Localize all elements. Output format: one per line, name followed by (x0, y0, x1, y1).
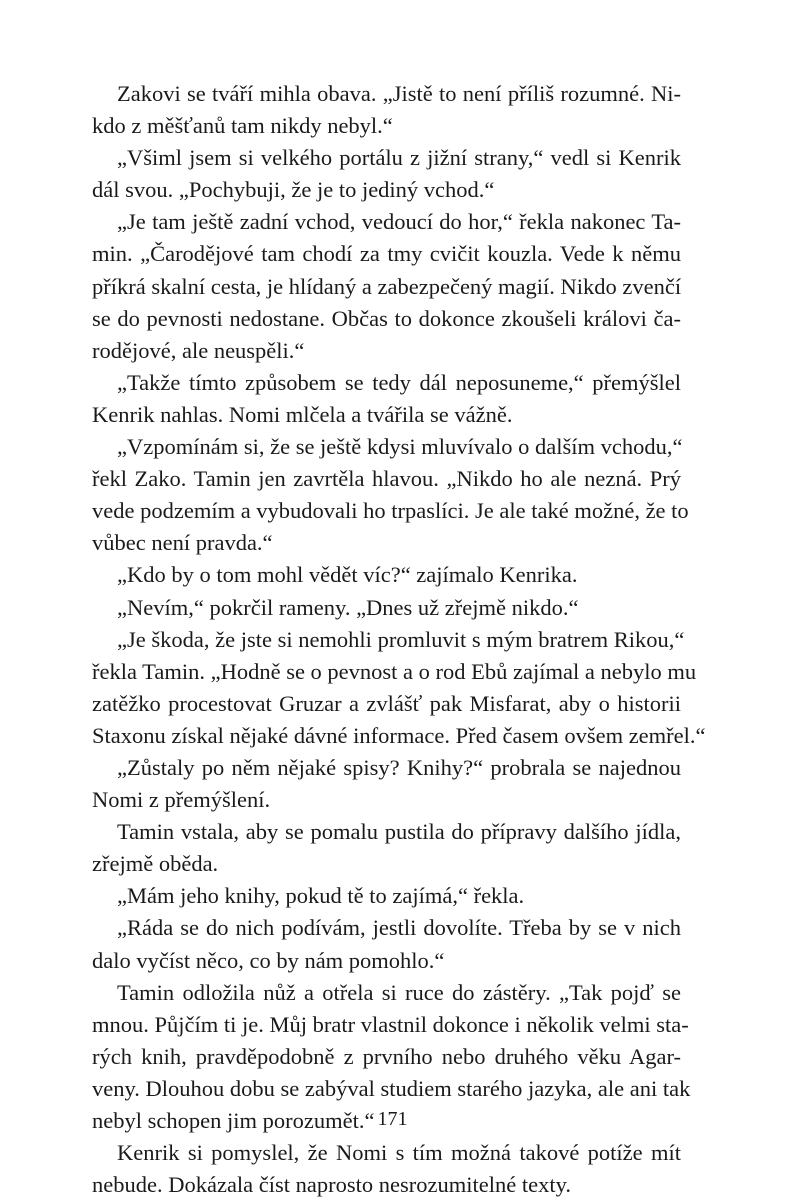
text-line: vůbec není pravda.“ (92, 530, 273, 556)
text-line: Staxonu získal nějaké dávné informace. Před časem ovšem zemřel.“ (92, 722, 706, 748)
paragraph (92, 431, 689, 559)
text-line: min. „Čarodějové tam chodí za tmy cvičit kouzla. Vede k němu (92, 241, 681, 267)
text-line: Tamin odložila nůž a otřela si ruce do zástěry. „Tak pojď se (117, 979, 681, 1005)
paragraph (92, 142, 681, 206)
paragraph (92, 752, 681, 816)
text-line: Kenrik si pomyslel, že Nomi s tím možná takové potíže mít (117, 1140, 681, 1166)
paragraph (92, 624, 706, 752)
text-line: zatěžko procestovat Gruzar a zvlášť pak Misfarat, aby o historii (92, 690, 681, 716)
text-line: řekl Zako. Tamin jen zavrtěla hlavou. „Nikdo ho ale nezná. Prý (92, 466, 681, 492)
paragraph (92, 367, 681, 431)
text-line: dál svou. „Pochybuji, že je to jediný vchod.“ (92, 177, 495, 203)
text-line: „Zůstaly po něm nějaké spisy? Knihy?“ probrala se najednou (117, 754, 681, 780)
text-line: nebude. Dokázala číst naprosto nesrozumitelné texty. (92, 1172, 572, 1198)
paragraph (117, 592, 681, 624)
text-line: řekla Tamin. „Hodně se o pevnost a o rod Ebů zajímal a nebylo mu (92, 658, 697, 684)
text-line: příkrá skalní cesta, je hlídaný a zabezpečený magií. Nikdo zvenčí (92, 273, 682, 299)
paragraph (92, 78, 681, 142)
paragraph (92, 206, 682, 366)
text-line: se do pevnosti nedostane. Občas to dokonce zkoušeli královi ča- (92, 305, 681, 331)
text-line: Nomi z přemýšlení. (92, 787, 271, 813)
page-number: 171 (377, 1108, 408, 1130)
text-line: veny. Dlouhou dobu se zabýval studiem starého jazyka, ale ani tak (92, 1075, 691, 1101)
text-line: mnou. Půjčím ti je. Můj bratr vlastnil dokonce i několik velmi sta- (92, 1011, 689, 1037)
text-line: rodějové, ale neuspěli.“ (92, 337, 305, 363)
text-line: „Vzpomínám si, že se ještě kdysi mluvívalo o dalším vchodu,“ (117, 434, 683, 460)
text-line: „Je tam ještě zadní vchod, vedoucí do hor,“ řekla nakonec Ta- (117, 209, 681, 235)
body-text (92, 78, 706, 1201)
paragraph (92, 816, 681, 880)
text-line: rých knih, pravděpodobně z prvního nebo druhého věku Agar- (92, 1043, 681, 1069)
text-line: Zakovi se tváří mihla obava. „Jistě to není příliš rozumné. Ni- (117, 81, 681, 106)
text-line: „Nevím,“ pokrčil rameny. „Dnes už zřejmě nikdo.“ (117, 594, 579, 620)
text-line: zřejmě oběda. (92, 851, 219, 877)
paragraph (92, 912, 681, 976)
text-line: nebyl schopen jim porozumět.“ (92, 1108, 375, 1133)
text-line: „Je škoda, že jste si nemohli promluvit s mým bratrem Rikou,“ (117, 626, 685, 652)
paragraph (117, 880, 681, 912)
text-line: „Kdo by o tom mohl vědět víc?“ zajímalo Kenrika. (117, 562, 578, 588)
text-line: Tamin vstala, aby se pomalu pustila do přípravy dalšího jídla, (117, 819, 681, 845)
text-line: „Všiml jsem si velkého portálu z jižní strany,“ vedl si Kenrik (117, 145, 681, 171)
text-line: vede podzemím a vybudovali ho trpaslíci. Je ale také možné, že to (92, 498, 689, 524)
text-line: „Ráda se do nich podívám, jestli dovolíte. Třeba by se v nich (117, 915, 681, 941)
paragraph (117, 559, 681, 591)
text-line: dalo vyčíst něco, co by nám pomohlo.“ (92, 947, 445, 973)
text-line: kdo z měšťanů tam nikdy nebyl.“ (92, 113, 393, 139)
text-line: „Takže tímto způsobem se tedy dál neposuneme,“ přemýšlel (117, 369, 681, 395)
paragraph (92, 1137, 681, 1201)
text-line: Kenrik nahlas. Nomi mlčela a tvářila se vážně. (92, 401, 513, 427)
text-line: „Mám jeho knihy, pokud tě to zajímá,“ řekla. (117, 883, 525, 909)
